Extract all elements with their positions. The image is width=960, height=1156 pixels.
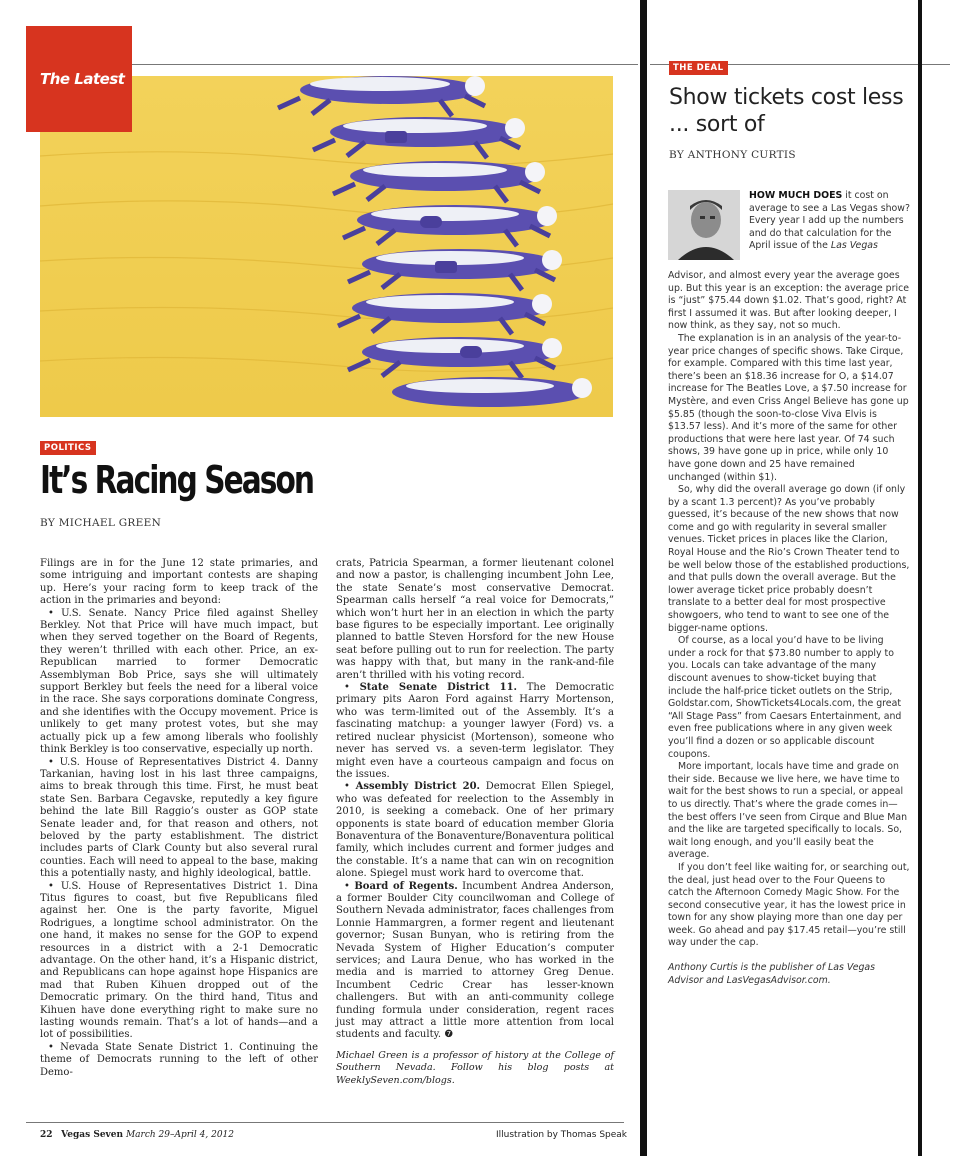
deal-byline: BY ANTHONY CURTIS (669, 149, 796, 161)
article-paragraph: • Assembly District 20. Democrat Ellen Spiegel, who was defeated for reelection to the Assembly in 2010, is seeking a comeback. One of her primary opponents is state board of education member Gloria Bonaventura of the Bonaventure/Bonaventura political family, which includes current and former judges and the constable. It’s a name that can win on recognition alone. Spiegel must work hard to overcome that. (336, 781, 615, 880)
article-paragraph: crats, Patricia Spearman, a former lieutenant colonel and now a pastor, is challenging incumbent John Lee, the state Senate’s most conservative Democrat. Spearman calls herself “a real voice for Democrats,” which won’t hurt her in an election in which the party base figures to be especially important. Lee originally planned to battle Steven Horsford for the new House seat before pulling out to run for reelection. The party was happy with that, but many in the rank-and-file aren’t thrilled with his voting record. (336, 558, 614, 681)
deal-intro-italic: Las Vegas (830, 240, 878, 252)
publication-name: Vegas Seven (61, 1130, 124, 1140)
article-paragraph: • Board of Regents. Incumbent Andrea Anderson, a former Boulder City councilwoman and College of Southern Nevada administrator, faces challenges from Lonnie Hammargren, a former regent and lieutenant governor; Susan Bunyan, who is retiring from the Nevada System of Higher Education’s computer services; and Laura Denue, who has worked in the media and is married to attorney Greg Denue. Incumbent Cedric Crear has lesser-known challengers. But with an anti-community college funding formula under consideration, regent races just may attract a little more attention from local students and faculty. ❼ (336, 880, 614, 1041)
author-note: Michael Green is a professor of history at the College of Southern Nevada. Follow his blog posts at WeeklySeven.com/blogs. (336, 1049, 614, 1086)
page-number: 22 (40, 1130, 53, 1140)
deal-author-note: Anthony Curtis is the publisher of Las Vegas Advisor and LasVegasAdvisor.com. (668, 962, 876, 986)
article-paragraph: • Nevada State Senate District 1. Continuing the theme of Democrats running to the left of other Demo- (40, 1041, 318, 1078)
section-label: The Latest (40, 70, 125, 88)
article-column-2 (336, 558, 614, 1087)
deal-paragraph: The explanation is in an analysis of the year-to-year price changes of specific shows. Take Cirque, for example. Compared with this time last year, there’s been an $18.36 increase for O, a $14.07 increase for The Beatles Love, a $7.50 increase for Mystère, and even Criss Angel Believe has gone up $5.85 (though the soon-to-close Viva Elvis is $13.57 less). And it’s more of the same for other productions that were here last year. Of 74 such shows, 39 have gone up in price, while only 10 have gone down and 25 have remained unchanged (within $1). (668, 332, 909, 483)
article-paragraph: • State Senate District 11. The Democratic primary pits Aaron Ford against Harry Mortenson, who was term-limited out of the Assembly. It’s a fascinating matchup: a younger lawyer (Ford) vs. a retired nuclear physicist (Mortenson), someone who never has served vs. a seven-term legislator. They might even have a courteous campaign and focus on the issues. (336, 682, 615, 780)
article-column-1 (40, 558, 318, 1079)
author-photo (668, 190, 740, 260)
deal-body (668, 270, 910, 987)
deal-paragraph: So, why did the overall average go down (if only by a scant 1.3 percent)? As you’ve probably guessed, it’s because of the new shows that now come and go with regularity in several smaller venues. Ticket prices in places like the Clarion, Royal House and the Rio’s Crown Theater tend to be well below those of the established productions, and that pulls down the overall average. But the lower average ticket price probably doesn’t translate to a better deal for most prospective showgoers, who tend to want to see one of the bigger-name options. (668, 484, 910, 634)
article-paragraph: • U.S. Senate. Nancy Price filed against Shelley Berkley. Not that Price will have much impact, but when they served together on the Board of Regents, they weren’t thrilled with each other. Price, an ex-Republican married to former Democratic Assemblyman Bob Price, says she will ultimately support Berkley but feels the need for a liberal voice in the race. She says corporations dominate Congress, and she identifies with the Occupy movement. Price is unlikely to get many protest votes, but she may actually pick up a few among liberals who foolishly think Berkley is too conservative, especially up north. (40, 607, 318, 756)
politics-tag: POLITICS (40, 441, 96, 455)
deal-tag: THE DEAL (669, 61, 728, 75)
article-headline: It’s Racing Season (40, 458, 314, 502)
article-paragraph: • U.S. House of Representatives District 4. Danny Tarkanian, having lost in his last three campaigns, aims to break through this time. First, he must beat state Sen. Barbara Cegavske, reputedly a key figure behind the late Bill Raggio’s ouster as GOP state Senate leader and, for that reason and others, not beloved by the party establishment. The district includes parts of Clark County but also several rural counties. Each will need to appeal to the base, making this a potentially nasty, and highly ideological, battle. (40, 756, 318, 880)
deal-paragraph: Advisor, and almost every year the average goes up. But this year is an exception: the average price is “just” $75.44 down $1.02. That’s good, right? At first I assumed it was. But after looking deeper, I now think, as they say, not so much. (668, 270, 910, 332)
illustration-credit: Illustration by Thomas Speak (496, 1130, 628, 1140)
footer-rule (26, 1122, 624, 1123)
deal-intro (749, 190, 911, 253)
deal-paragraph: If you don’t feel like waiting for, or searching out, the deal, just head over to the Four Queens to catch the Afternoon Comedy Magic Show. For the second consecutive year, it has the lowest price in town for any show playing more than one day per week. Go ahead and pay $17.45 retail—you’re still way under the cap. (668, 861, 910, 949)
deal-lead-in: HOW MUCH DOES (749, 190, 843, 201)
deal-title: Show tickets cost less ... sort of (669, 85, 904, 137)
footer-left (40, 1130, 234, 1140)
deal-paragraph: Of course, as a local you’d have to be living under a rock for that $73.80 number to apply to you. Locals can take advantage of the many discount avenues to show-ticket buying that include the half-price ticket outlets on the Strip, Goldstar.com, ShowTickets4Locals.com, the great “All Stage Pass” from Caesars Entertainment, and even free publications where in any given week you’ll find a dozen or so applicable discount coupons. (668, 635, 902, 760)
right-edge-bar (918, 0, 922, 1156)
article-byline: BY MICHAEL GREEN (40, 517, 162, 529)
article-paragraph: • U.S. House of Representatives District 1. Dina Titus figures to coast, but five Republicans filed against her. One is the party favorite, Miguel Rodrigues, a longtime school administrator. On the one hand, it makes no sense for the GOP to expend resources in a district with a 2-1 Democratic advantage. On the other hand, it’s a Hispanic district, and Republicans can hope against hope Hispanics are mad that Ruben Kihuen dropped out of the Democratic primary. On the third hand, Titus and Kihuen have done everything right to make sure no lasting wounds remain. That’s a lot of hands—and a lot of possibilities. (40, 880, 318, 1041)
article-paragraph: Filings are in for the June 12 state primaries, and some intriguing and important contests are shaping up. Here’s your racing form to keep track of the action in the primaries and beyond: (40, 558, 318, 607)
column-divider (640, 0, 647, 1156)
deal-paragraph: More important, locals have time and grade on their side. Because we live here, we have time to wait for the best shows to run a special, or appeal to us directly. That’s where the grade comes in—the best offers I’ve seen from Cirque and Blue Man and the like are targeted specifically to locals. So, wait long enough, and you’ll easily beat the average. (668, 761, 908, 861)
issue-dates: March 29–April 4, 2012 (125, 1130, 235, 1140)
deal-intro-text: it cost on average to see a Las Vegas show? Every year I add up the numbers and do that calculation for the April issue of the (749, 190, 910, 252)
